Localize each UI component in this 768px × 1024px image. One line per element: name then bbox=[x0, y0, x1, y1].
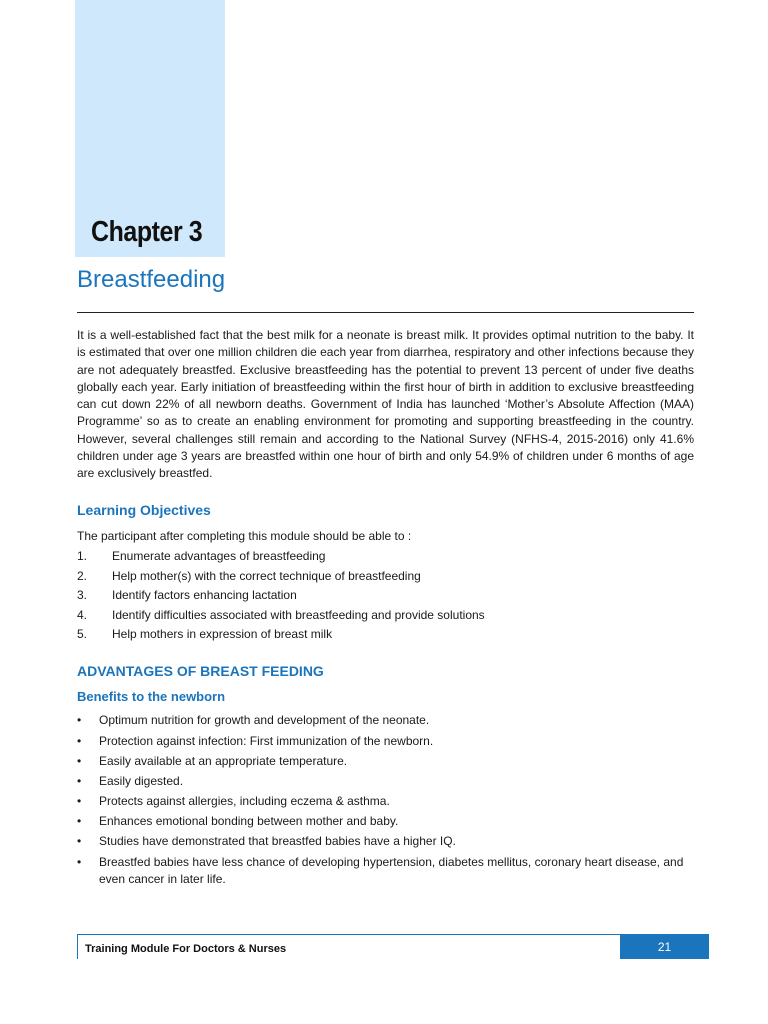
objective-number: 2. bbox=[77, 568, 88, 583]
benefit-text: Enhances emotional bonding between mother and baby. bbox=[99, 814, 399, 829]
benefits-newborn-subheading: Benefits to the newborn bbox=[77, 689, 226, 705]
objective-item bbox=[77, 606, 694, 626]
objective-text: Identify factors enhancing lactation bbox=[112, 588, 297, 603]
objective-number: 5. bbox=[77, 627, 88, 642]
benefit-text: Easily digested. bbox=[99, 773, 184, 788]
footer-title: Training Module For Doctors & Nurses bbox=[85, 943, 287, 955]
bullet-icon: • bbox=[77, 713, 82, 728]
objective-item bbox=[77, 586, 694, 606]
learning-objectives-lead: The participant after completing this module should be able to : bbox=[77, 528, 412, 543]
benefits-list bbox=[77, 712, 694, 887]
benefit-text: Breastfed babies have less chance of developing hypertension, diabetes mellitus, coronary heart disease, and even cancer in later life. bbox=[99, 854, 684, 886]
benefit-item bbox=[77, 712, 694, 729]
objective-text: Help mother(s) with the correct technique of breastfeeding bbox=[112, 568, 421, 583]
objective-number: 3. bbox=[77, 588, 88, 603]
bullet-icon: • bbox=[77, 814, 82, 829]
title-divider bbox=[77, 312, 694, 313]
bullet-icon: • bbox=[77, 753, 82, 768]
objective-text: Help mothers in expression of breast milk bbox=[112, 627, 333, 642]
objective-item bbox=[77, 547, 694, 567]
bullet-icon: • bbox=[77, 733, 82, 748]
page-number-badge bbox=[620, 934, 709, 959]
learning-objectives-list bbox=[77, 547, 694, 645]
objective-item bbox=[77, 625, 694, 645]
objective-number: 4. bbox=[77, 607, 88, 622]
bullet-icon: • bbox=[77, 834, 82, 849]
intro-paragraph: It is a well-established fact that the best milk for a neonate is breast milk. It provides optimal nutrition to the baby. It is estimated that over one million children die each year from diarrhea, respiratory and other infections because they are not adequately breastfed. Exclusive breastfeeding has the potential to prevent 13 percent of under five deaths globally each year. Early initiation of breastfeeding within the first hour of birth in addition to exclusive breastfeeding can cut down 22% of all newborn deaths. Government of India has launched ‘Mother’s Absolute Affection (MAA) Programme’ so as to create an enabling environment for promoting and supporting breastfeeding in the country. However, several challenges still remain and according to the National Survey (NFHS-4, 2015-2016) only 41.6% children under age 3 years are breastfed within one hour of birth and only 54.9% of children under 6 months of age are exclusively breastfed. bbox=[77, 328, 694, 481]
bullet-icon: • bbox=[77, 854, 82, 869]
benefit-item bbox=[77, 833, 694, 850]
benefit-text: Easily available at an appropriate temperature. bbox=[99, 753, 348, 768]
benefit-text: Protection against infection: First immunization of the newborn. bbox=[99, 733, 434, 748]
objective-number: 1. bbox=[77, 549, 88, 564]
benefit-item bbox=[77, 753, 694, 770]
chapter-title: Breastfeeding bbox=[77, 266, 226, 293]
learning-objectives-heading: Learning Objectives bbox=[77, 501, 211, 518]
objective-text: Enumerate advantages of breastfeeding bbox=[112, 549, 326, 564]
benefit-item bbox=[77, 793, 694, 810]
benefit-text: Optimum nutrition for growth and development of the neonate. bbox=[99, 713, 430, 728]
chapter-number: Chapter 3 bbox=[91, 216, 203, 248]
objective-text: Identify difficulties associated with breastfeeding and provide solutions bbox=[112, 607, 485, 622]
advantages-heading: ADVANTAGES OF BREAST FEEDING bbox=[77, 662, 324, 679]
benefit-item bbox=[77, 854, 694, 888]
bullet-icon: • bbox=[77, 794, 82, 809]
benefit-item bbox=[77, 773, 694, 790]
benefit-text: Studies have demonstrated that breastfed babies have a higher IQ. bbox=[99, 834, 456, 849]
benefit-item bbox=[77, 813, 694, 830]
objective-item bbox=[77, 567, 694, 587]
benefit-item bbox=[77, 733, 694, 750]
footer-divider bbox=[77, 934, 620, 935]
footer-left-rule bbox=[77, 934, 78, 959]
page-body bbox=[77, 327, 694, 891]
bullet-icon: • bbox=[77, 773, 82, 788]
benefit-text: Protects against allergies, including eczema & asthma. bbox=[99, 794, 390, 809]
page-number: 21 bbox=[657, 939, 672, 954]
